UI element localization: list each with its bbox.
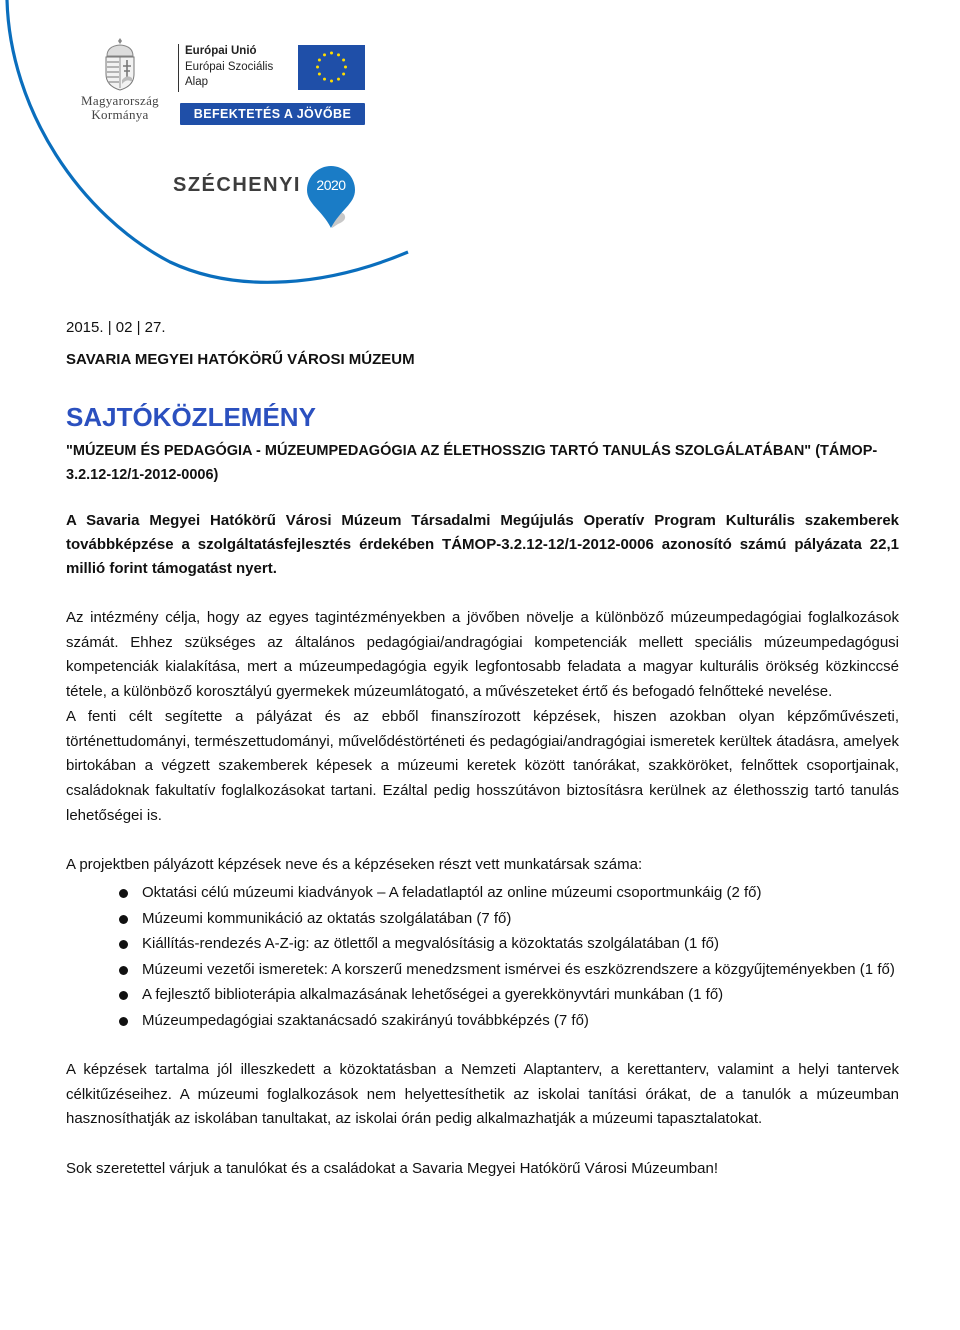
hungarian-coat-of-arms-icon	[100, 36, 140, 92]
eu-line-1: Európai Unió	[185, 45, 257, 57]
bullet-icon	[119, 915, 128, 924]
trainings-list	[66, 880, 899, 1033]
release-date: 2015. | 02 | 27.	[66, 319, 166, 336]
hungarian-government-logo	[68, 36, 172, 122]
szechenyi-word: SZÉCHENYI	[173, 174, 301, 196]
list-item: Múzeumi kommunikáció az oktatás szolgálatában (7 fő)	[116, 906, 899, 932]
bullet-icon	[119, 940, 128, 949]
organization-name: SAVARIA MEGYEI HATÓKÖRŰ VÁROSI MÚZEUM	[66, 351, 415, 368]
list-intro: A projektben pályázott képzések neve és a képzéseken részt vett munkatársak száma:	[66, 856, 643, 874]
paragraph-3: A képzések tartalma jól illeszkedett a közoktatásban a Nemzeti Alaptanterv, a kerettanterv, valamint a helyi tantervek célkitűzéseihez. A múzeumi foglalkozások nem helyettesíthetik az iskolai tanítási órákat, de a tanulók a múzeumban hasznosíthatják az iskolában tanultakat, az iskolai órán pedig alkalmazhatják a múzeumi tapasztalatokat.	[66, 1061, 899, 1128]
list-item: Múzeumpedagógiai szaktanácsadó szakirányú továbbképzés (7 fő)	[116, 1008, 899, 1034]
bullet-icon	[119, 1017, 128, 1026]
list-item: Oktatási célú múzeumi kiadványok – A feladatlaptól az online múzeumi csoportmunkáig (2 fő)	[116, 880, 899, 906]
list-item: Kiállítás-rendezés A-Z-ig: az ötlettől a megvalósításig a közoktatás szolgálatában (1 fő)	[116, 931, 899, 957]
paragraph-2: A fenti célt segítette a pályázat és az ebből finanszírozott képzések, hiszen azokban olyan képzőművészeti, történettudományi, természettudományi, művelődéstörténeti és pedagógiai/andragógiai ismeretek kerültek átadásra, amelyek birtokában a végzett szakemberek képesek a múzeumi keretek között tanórákat, szakköröket, felnőttek csoportjainak, családoknak fakultatív foglalkozásokat tartani. Ezáltal pedig hosszútávon biztosításra kerülnek az élethosszig tartó tanulás lehetőségei is.	[66, 707, 899, 824]
paragraph-1: Az intézmény célja, hogy az egyes tagintézményekben a jövőben növelje a különböző múzeumpedagógiai foglalkozások számát. Ehhez szükséges az általános pedagógiai/andragógiai kompetenciák mellett speciális múzeumpedagógusi kompetenciák kialakítása, mert a múzeumpedagógia egyik legfontosabb feladata a magyar kulturális örökség közkinccsé tétele, a különböző korosztályú gyermekek múzeumlátogató, a művészeteket értő és befogadó felnőtteké nevelése.	[66, 609, 899, 701]
bullet-icon	[119, 991, 128, 1000]
szechenyi-year: 2020	[316, 177, 346, 193]
eu-text-block	[178, 44, 295, 92]
bullet-icon	[119, 889, 128, 898]
eu-line-2: Európai Szociális	[185, 60, 274, 73]
list-item: A fejlesztő biblioterápia alkalmazásának lehetőségei a gyerekkönyvtári munkában (1 fő)	[116, 982, 899, 1008]
page-title: SAJTÓKÖZLEMÉNY	[66, 402, 316, 432]
closing-line: Sok szeretettel várjuk a tanulókat és a családokat a Savaria Megyei Hatókörű Városi Múzeumban!	[66, 1160, 719, 1178]
eu-flag-icon	[298, 45, 365, 90]
gov-name-line1: Magyarország	[81, 93, 159, 108]
list-item: Múzeumi vezetői ismeretek: A korszerű menedzsment ismérvei és eszközrendszere a közgyűjteményekben (1 fő)	[116, 957, 899, 983]
map-pin-icon	[304, 164, 358, 230]
gov-name-line2: Kormánya	[91, 107, 149, 122]
bullet-icon	[119, 966, 128, 975]
lead-paragraph: A Savaria Megyei Hatókörű Városi Múzeum Társadalmi Megújulás Operatív Program Kulturális szakemberek továbbképzése a szolgáltatásfejlesztés érdekében TÁMOP-3.2.12-12/1-2012-0006 azonosító számú pályázata 22,1 millió forint támogatást nyert.	[66, 512, 899, 577]
project-subtitle: "MÚZEUM ÉS PEDAGÓGIA - MÚZEUMPEDAGÓGIA AZ ÉLETHOSSZIG TARTÓ TANULÁS SZOLGÁLATÁBAN" (TÁMOP-3.2.12-12/1-2012-0006)	[66, 443, 878, 483]
eu-line-3: Alap	[185, 76, 209, 88]
press-release	[66, 318, 899, 1182]
eu-slogan-banner: BEFEKTETÉS A JÖVŐBE	[180, 103, 365, 125]
